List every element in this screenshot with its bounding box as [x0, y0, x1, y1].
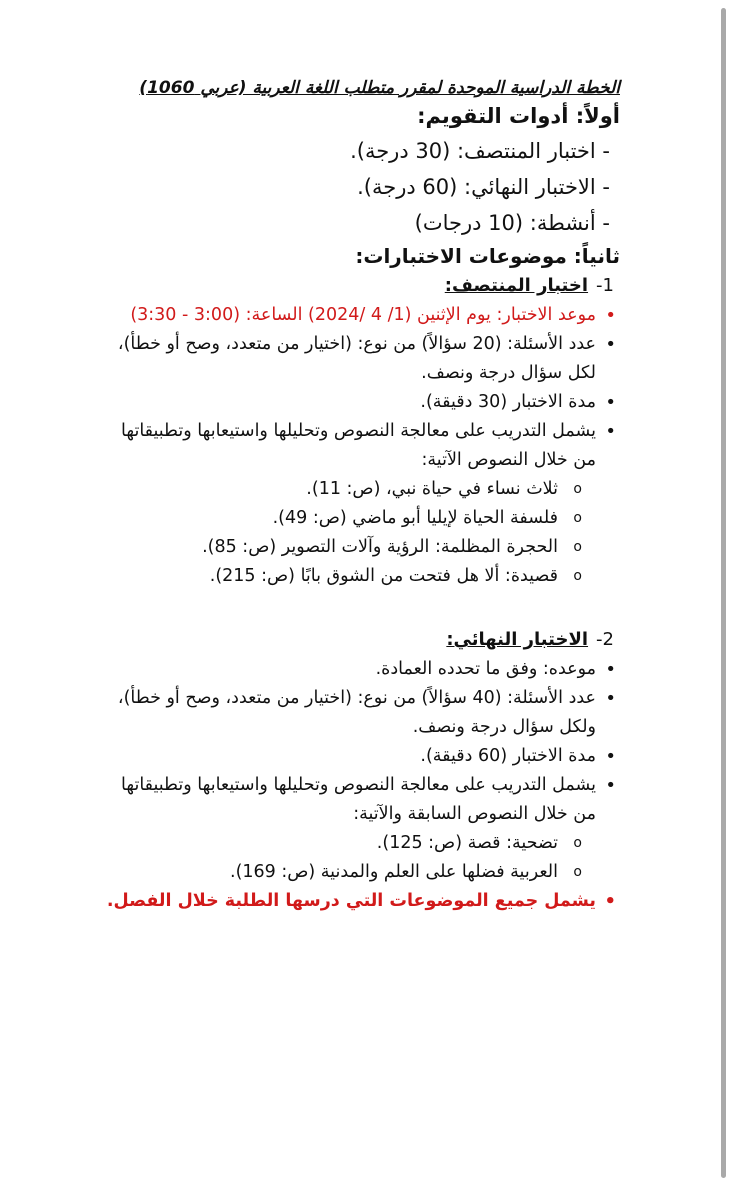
final-date: • موعده: وفق ما تحدده العمادة. — [100, 655, 620, 684]
midterm-number: 1- — [596, 275, 614, 296]
midterm-text-item: o ثلاث نساء في حياة نبي، (ص: 11). — [100, 475, 584, 504]
scrollbar-thumb[interactable] — [721, 8, 726, 1178]
section-heading-assessment: أولاً: أدوات التقويم: — [417, 104, 620, 128]
final-text-item: o العربية فضلها على العلم والمدنية (ص: 169). — [100, 858, 584, 887]
midterm-text-item: o الحجرة المظلمة: الرؤية وآلات التصوير (ص: 85). — [100, 533, 584, 562]
midterm-text-item: o فلسفة الحياة لإيليا أبو ماضي (ص: 49). — [100, 504, 584, 533]
midterm-heading — [100, 271, 620, 301]
document-title: الخطة الدراسية الموحدة لمقرر متطلب اللغة العربية (عربي 1060) — [139, 78, 620, 98]
midterm-texts-list — [100, 475, 620, 591]
final-label: الاختبار النهائي: — [446, 629, 589, 650]
section-heading-exams: ثانياً: موضوعات الاختبارات: — [355, 244, 620, 268]
midterm-details-list — [100, 301, 620, 475]
midterm-questions: • عدد الأسئلة: (20 سؤالاً) من نوع: (اختيار من متعدد، وصح أو خطأ)، لكل سؤال درجة ونصف. — [100, 330, 620, 388]
final-details-list — [100, 655, 620, 829]
midterm-date: • موعد الاختبار: يوم الإثنين (1/ 4 /2024) الساعة: (3:00 - 3:30) — [100, 301, 620, 330]
midterm-text-item: o قصيدة: ألا هل فتحت من الشوق بابًا (ص: 215). — [100, 562, 584, 591]
final-duration: • مدة الاختبار (60 دقيقة). — [100, 742, 620, 771]
midterm-duration: • مدة الاختبار (30 دقيقة). — [100, 388, 620, 417]
assessment-item-activities: - أنشطة: (10 درجات) — [414, 211, 610, 235]
final-note-list — [100, 887, 620, 916]
assessment-item-final: - الاختبار النهائي: (60 درجة). — [357, 175, 610, 199]
document-body — [100, 76, 620, 916]
final-text-item: o تضحية: قصة (ص: 125). — [100, 829, 584, 858]
final-coverage: • يشمل التدريب على معالجة النصوص وتحليلها واستيعابها وتطبيقاتها من خلال النصوص السابقة والآتية: — [100, 771, 620, 829]
midterm-coverage: • يشمل التدريب على معالجة النصوص وتحليلها واستيعابها وتطبيقاتها من خلال النصوص الآتية: — [100, 417, 620, 475]
midterm-label: اختبار المنتصف: — [444, 275, 589, 296]
final-texts-list — [100, 829, 620, 887]
spacer — [100, 591, 620, 625]
final-note: • يشمل جميع الموضوعات التي درسها الطلبة خلال الفصل. — [100, 887, 620, 916]
final-number: 2- — [596, 629, 614, 650]
final-heading — [100, 625, 620, 655]
final-questions: • عدد الأسئلة: (40 سؤالاً) من نوع: (اختيار من متعدد، وصح أو خطأ)، ولكل سؤال درجة ونصف. — [100, 684, 620, 742]
assessment-item-midterm: - اختبار المنتصف: (30 درجة). — [350, 139, 610, 163]
